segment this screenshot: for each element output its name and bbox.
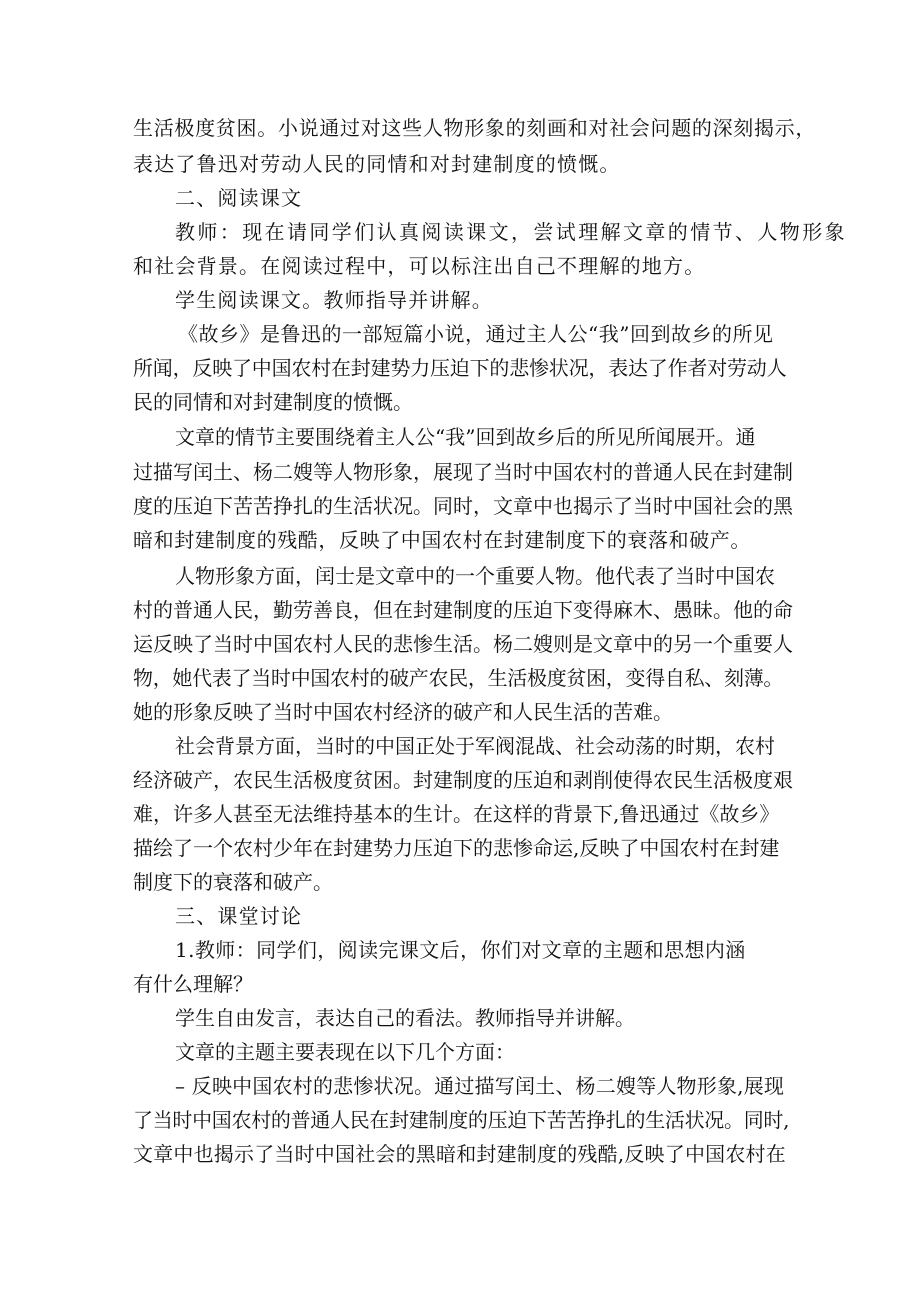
text-line: 经济破产，农民生活极度贫困。封建制度的压迫和剥削使得农民生活极度艰 [133, 768, 793, 792]
text-line: 社会背景方面，当时的中国正处于军阀混战、社会动荡的时期，农村 [175, 734, 775, 758]
section-heading: 三、课堂讨论 [175, 904, 303, 928]
text-line: 民的同情和对封建制度的愤慨。 [133, 390, 413, 414]
text-line: 《故乡》是鲁迅的一部短篇小说，通过主人公“我”回到故乡的所见 [178, 322, 774, 346]
text-line: 有什么理解？ [133, 972, 253, 996]
text-line: 文章中也揭示了当时中国社会的黑暗和封建制度的残酷,反映了中国农村在 [133, 1142, 786, 1166]
text-line: 1.教师：同学们，阅读完课文后，你们对文章的主题和思想内涵 [175, 938, 746, 962]
text-line: 过描写闰土、杨二嫂等人物形象，展现了当时中国农村的普通人民在封建制 [133, 460, 793, 484]
text-line: 和社会背景。在阅读过程中，可以标注出自己不理解的地方。 [133, 254, 706, 278]
text-line: 度的压迫下苦苦挣扎的生活状况。同时，文章中也揭示了当时中国社会的黑 [133, 494, 793, 518]
text-line: 了当时中国农村的普通人民在封建制度的压迫下苦苦挣扎的生活状况。同时, [133, 1108, 790, 1132]
text-line: 她的形象反映了当时中国农村经济的破产和人民生活的苦难。 [133, 700, 673, 724]
text-line: 文章的主题主要表现在以下几个方面： [175, 1040, 515, 1064]
text-line: 文章的情节主要围绕着主人公“我”回到故乡后的所见所闻展开。通 [175, 425, 756, 449]
text-line: 制度下的衰落和破产。 [133, 870, 333, 894]
section-heading: 二、阅读课文 [175, 186, 303, 210]
text-line: 运反映了当时中国农村人民的悲惨生活。杨二嫂则是文章中的另一个重要人 [133, 632, 793, 656]
text-line: 生活极度贫困。小说通过对这些人物形象的刻画和对社会问题的深刻揭示， [133, 116, 817, 140]
text-line: 物，她代表了当时中国农村的破产农民，生活极度贫困，变得自私、刻薄。 [133, 666, 784, 690]
text-line: 描绘了一个农村少年在封建势力压迫下的悲惨命运,反映了中国农村在封建 [133, 836, 780, 860]
text-line: 村的普通人民，勤劳善良，但在封建制度的压迫下变得麻木、愚昧。他的命 [133, 598, 793, 622]
text-line: 人物形象方面，闰士是文章中的一个重要人物。他代表了当时中国农 [175, 564, 775, 588]
text-line: 教师：现在请同学们认真阅读课文，尝试理解文章的情节、人物形象 [175, 220, 847, 244]
text-line: 学生阅读课文。教师指导并讲解。 [175, 288, 493, 312]
text-line: 暗和封建制度的残酷，反映了中国农村在封建制度下的衰落和破产。 [133, 528, 751, 552]
list-item: – 反映中国农村的悲惨状况。通过描写闰土、杨二嫂等人物形象,展现 [175, 1074, 785, 1098]
text-line: 表达了鲁迅对劳动人民的同情和对封建制度的愤慨。 [133, 152, 621, 176]
text-line: 学生自由发言，表达自己的看法。教师指导并讲解。 [175, 1006, 635, 1030]
text-line: 所闻，反映了中国农村在封建势力压迫下的悲惨状况，表达了作者对劳动人 [133, 356, 787, 380]
text-line: 难，许多人甚至无法维持基本的生计。在这样的背景下,鲁迅通过《故乡》 [133, 802, 780, 826]
